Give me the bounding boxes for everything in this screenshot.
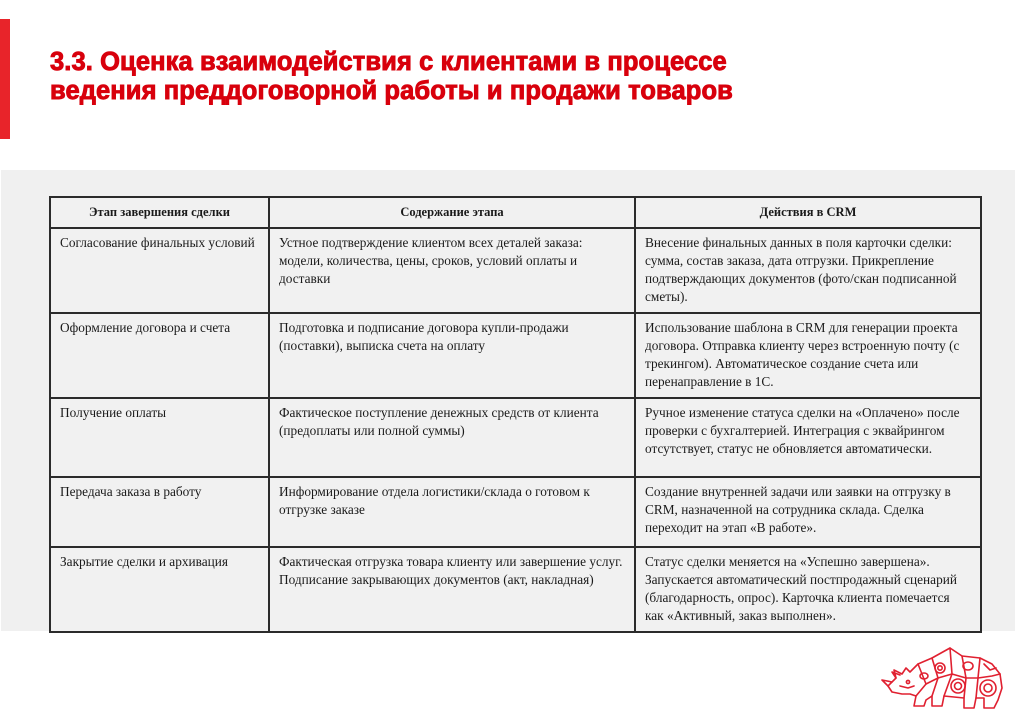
cell-stage: Закрытие сделки и архивация	[50, 547, 269, 632]
cell-crm-actions: Статус сделки меняется на «Успешно завершена». Запускается автоматический постпродажный сценарий (благодарность, опрос). Карточка клиента помечается как «Активный, заказ выполнен».	[635, 547, 981, 632]
slide-title	[50, 48, 733, 106]
accent-bar	[0, 19, 10, 139]
rhino-logo-icon	[880, 634, 1020, 714]
cell-content: Фактическое поступление денежных средств от клиента (предоплаты или полной суммы)	[269, 398, 635, 477]
table-header-row	[50, 197, 981, 228]
cell-content: Фактическая отгрузка товара клиенту или завершение услуг. Подписание закрывающих документов (акт, накладная)	[269, 547, 635, 632]
crm-stages-table	[49, 196, 982, 633]
cell-content: Информирование отдела логистики/склада о готовом к отгрузке заказе	[269, 477, 635, 547]
cell-stage: Получение оплаты	[50, 398, 269, 477]
table-row	[50, 398, 981, 477]
cell-stage: Оформление договора и счета	[50, 313, 269, 398]
table-row	[50, 477, 981, 547]
header-content: Содержание этапа	[269, 197, 635, 228]
table-row	[50, 547, 981, 632]
cell-stage: Согласование финальных условий	[50, 228, 269, 313]
cell-crm-actions: Внесение финальных данных в поля карточки сделки: сумма, состав заказа, дата отгрузки. Прикрепление подтверждающих документов (фото/скан подписанной сметы).	[635, 228, 981, 313]
cell-crm-actions: Использование шаблона в CRM для генерации проекта договора. Отправка клиенту через встроенную почту (с трекингом). Автоматическое создание счета или перенаправление в 1С.	[635, 313, 981, 398]
cell-content: Подготовка и подписание договора купли-продажи (поставки), выписка счета на оплату	[269, 313, 635, 398]
content-panel	[1, 170, 1015, 631]
cell-crm-actions: Ручное изменение статуса сделки на «Оплачено» после проверки с бухгалтерией. Интеграция с эквайрингом отсутствует, статус не обновляется автоматически.	[635, 398, 981, 477]
cell-crm-actions: Создание внутренней задачи или заявки на отгрузку в CRM, назначенной на сотрудника склада. Сделка переходит на этап «В работе».	[635, 477, 981, 547]
table-row	[50, 313, 981, 398]
slide-title-line-2: ведения преддоговорной работы и продажи товаров	[50, 77, 733, 105]
header-stage: Этап завершения сделки	[50, 197, 269, 228]
cell-content: Устное подтверждение клиентом всех деталей заказа: модели, количества, цены, сроков, условий оплаты и доставки	[269, 228, 635, 313]
header-crm-actions: Действия в CRM	[635, 197, 981, 228]
slide-title-line-1: 3.3. Оценка взаимодействия с клиентами в процессе	[50, 48, 727, 76]
table-row	[50, 228, 981, 313]
cell-stage: Передача заказа в работу	[50, 477, 269, 547]
